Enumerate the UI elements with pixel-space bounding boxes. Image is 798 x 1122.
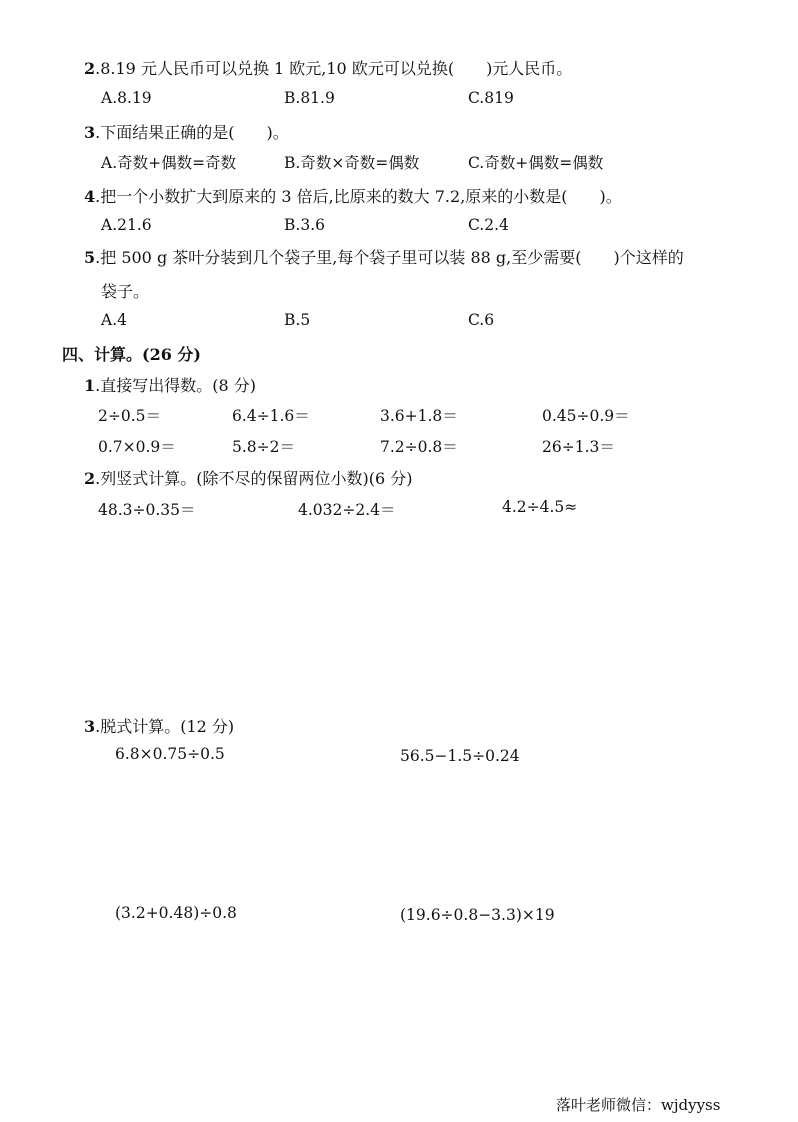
vertical-calc-item: 4.032÷2.4＝ <box>298 501 396 519</box>
option-b: B.81.9 <box>284 89 335 107</box>
mental-math-item: 2÷0.5＝ <box>98 407 161 425</box>
option-a: A.奇数+偶数=奇数 <box>101 154 237 172</box>
part-title-text: .列竖式计算。(除不尽的保留两位小数)(6 分) <box>95 469 413 488</box>
option-c: C.819 <box>468 89 514 107</box>
option-c: C.6 <box>468 311 495 329</box>
question-number: 2 <box>84 59 96 78</box>
option-a: A.4 <box>101 311 127 329</box>
vertical-calc-item: 4.2÷4.5≈ <box>502 498 578 516</box>
question-text: .8.19 元人民币可以兑换 1 欧元,10 欧元可以兑换( )元人民币。 <box>95 59 573 78</box>
option-b: B.3.6 <box>284 216 325 234</box>
question-2 <box>84 56 572 79</box>
question-number: 5 <box>84 248 96 267</box>
mental-math-item: 6.4÷1.6＝ <box>232 407 310 425</box>
question-number: 4 <box>84 187 96 206</box>
question-text: .下面结果正确的是( )。 <box>95 123 289 142</box>
question-3 <box>84 120 289 143</box>
question-number: 3 <box>84 123 96 142</box>
question-text: .把一个小数扩大到原来的 3 倍后,比原来的数大 7.2,原来的小数是( )。 <box>95 187 622 206</box>
vertical-calc-item: 48.3÷0.35＝ <box>98 501 196 519</box>
mental-math-item: 0.45÷0.9＝ <box>542 407 630 425</box>
option-a: A.8.19 <box>101 89 152 107</box>
step-calc-item: (3.2+0.48)÷0.8 <box>115 904 237 922</box>
part-number: 3 <box>84 717 96 736</box>
part-2-title <box>84 466 412 489</box>
part-title-text: .直接写出得数。(8 分) <box>95 376 256 395</box>
step-calc-item: 6.8×0.75÷0.5 <box>115 745 225 763</box>
part-number: 2 <box>84 469 96 488</box>
mental-math-item: 7.2÷0.8＝ <box>380 438 458 456</box>
option-c: C.奇数+偶数=偶数 <box>468 154 604 172</box>
option-a: A.21.6 <box>101 216 152 234</box>
footer-contact: 落叶老师微信：wjdyyss <box>556 1096 721 1114</box>
part-1-title <box>84 373 256 396</box>
option-b: B.5 <box>284 311 311 329</box>
part-title-text: .脱式计算。(12 分) <box>95 717 235 736</box>
section-title: 四、计算。(26 分) <box>62 345 201 364</box>
mental-math-item: 3.6+1.8＝ <box>380 407 458 425</box>
question-4 <box>84 184 622 207</box>
part-3-title <box>84 714 234 737</box>
option-b: B.奇数×奇数=偶数 <box>284 154 420 172</box>
question-text-continued: 袋子。 <box>101 282 150 301</box>
step-calc-item: (19.6÷0.8−3.3)×19 <box>400 906 555 924</box>
mental-math-item: 26÷1.3＝ <box>542 438 615 456</box>
step-calc-item: 56.5−1.5÷0.24 <box>400 747 520 765</box>
option-c: C.2.4 <box>468 216 509 234</box>
question-text: .把 500 g 茶叶分装到几个袋子里,每个袋子里可以装 88 g,至少需要( )个这样的 <box>95 248 684 267</box>
part-number: 1 <box>84 376 96 395</box>
question-5 <box>84 245 684 268</box>
mental-math-item: 5.8÷2＝ <box>232 438 295 456</box>
mental-math-item: 0.7×0.9＝ <box>98 438 176 456</box>
